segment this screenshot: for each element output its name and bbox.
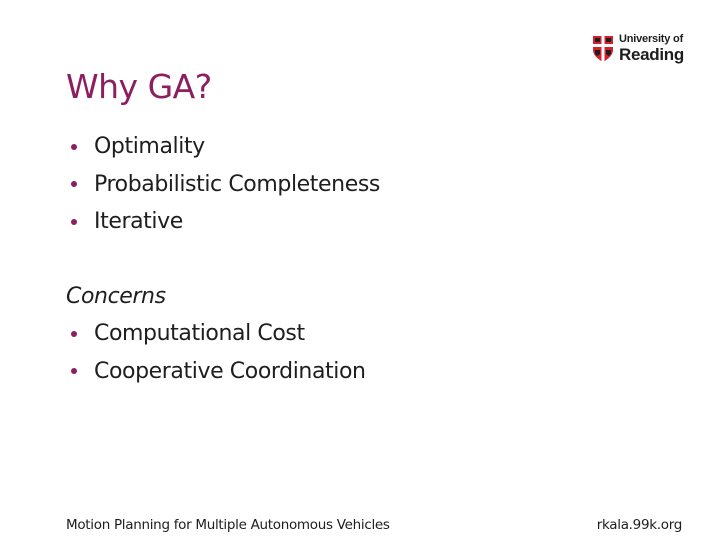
concerns-heading: Concerns [66,284,166,309]
bullet-text: Iterative [94,209,183,235]
bullet-item [66,166,380,204]
bullet-item [66,128,380,166]
concerns-bullet-list [66,315,366,390]
footer-website: rkala.99k.org [596,517,682,533]
bullet-text: Cooperative Coordination [94,358,366,384]
bullet-icon [71,144,77,150]
university-crest-icon [592,35,614,63]
logo-line-1: University of [619,33,684,45]
logo-line-2: Reading [619,45,684,64]
slide-title: Why GA? [66,67,212,106]
bullet-text: Probabilistic Completeness [94,171,380,197]
bullet-icon [71,368,77,374]
bullet-text: Optimality [94,134,205,160]
bullet-icon [71,181,77,187]
footer-presentation-title: Motion Planning for Multiple Autonomous Vehicles [66,517,390,533]
university-logo [592,34,692,66]
bullet-text: Computational Cost [94,321,305,347]
main-bullet-list [66,128,380,241]
bullet-item [66,203,380,241]
bullet-icon [71,219,77,225]
bullet-item [66,353,366,391]
bullet-item [66,315,366,353]
bullet-icon [71,331,77,337]
